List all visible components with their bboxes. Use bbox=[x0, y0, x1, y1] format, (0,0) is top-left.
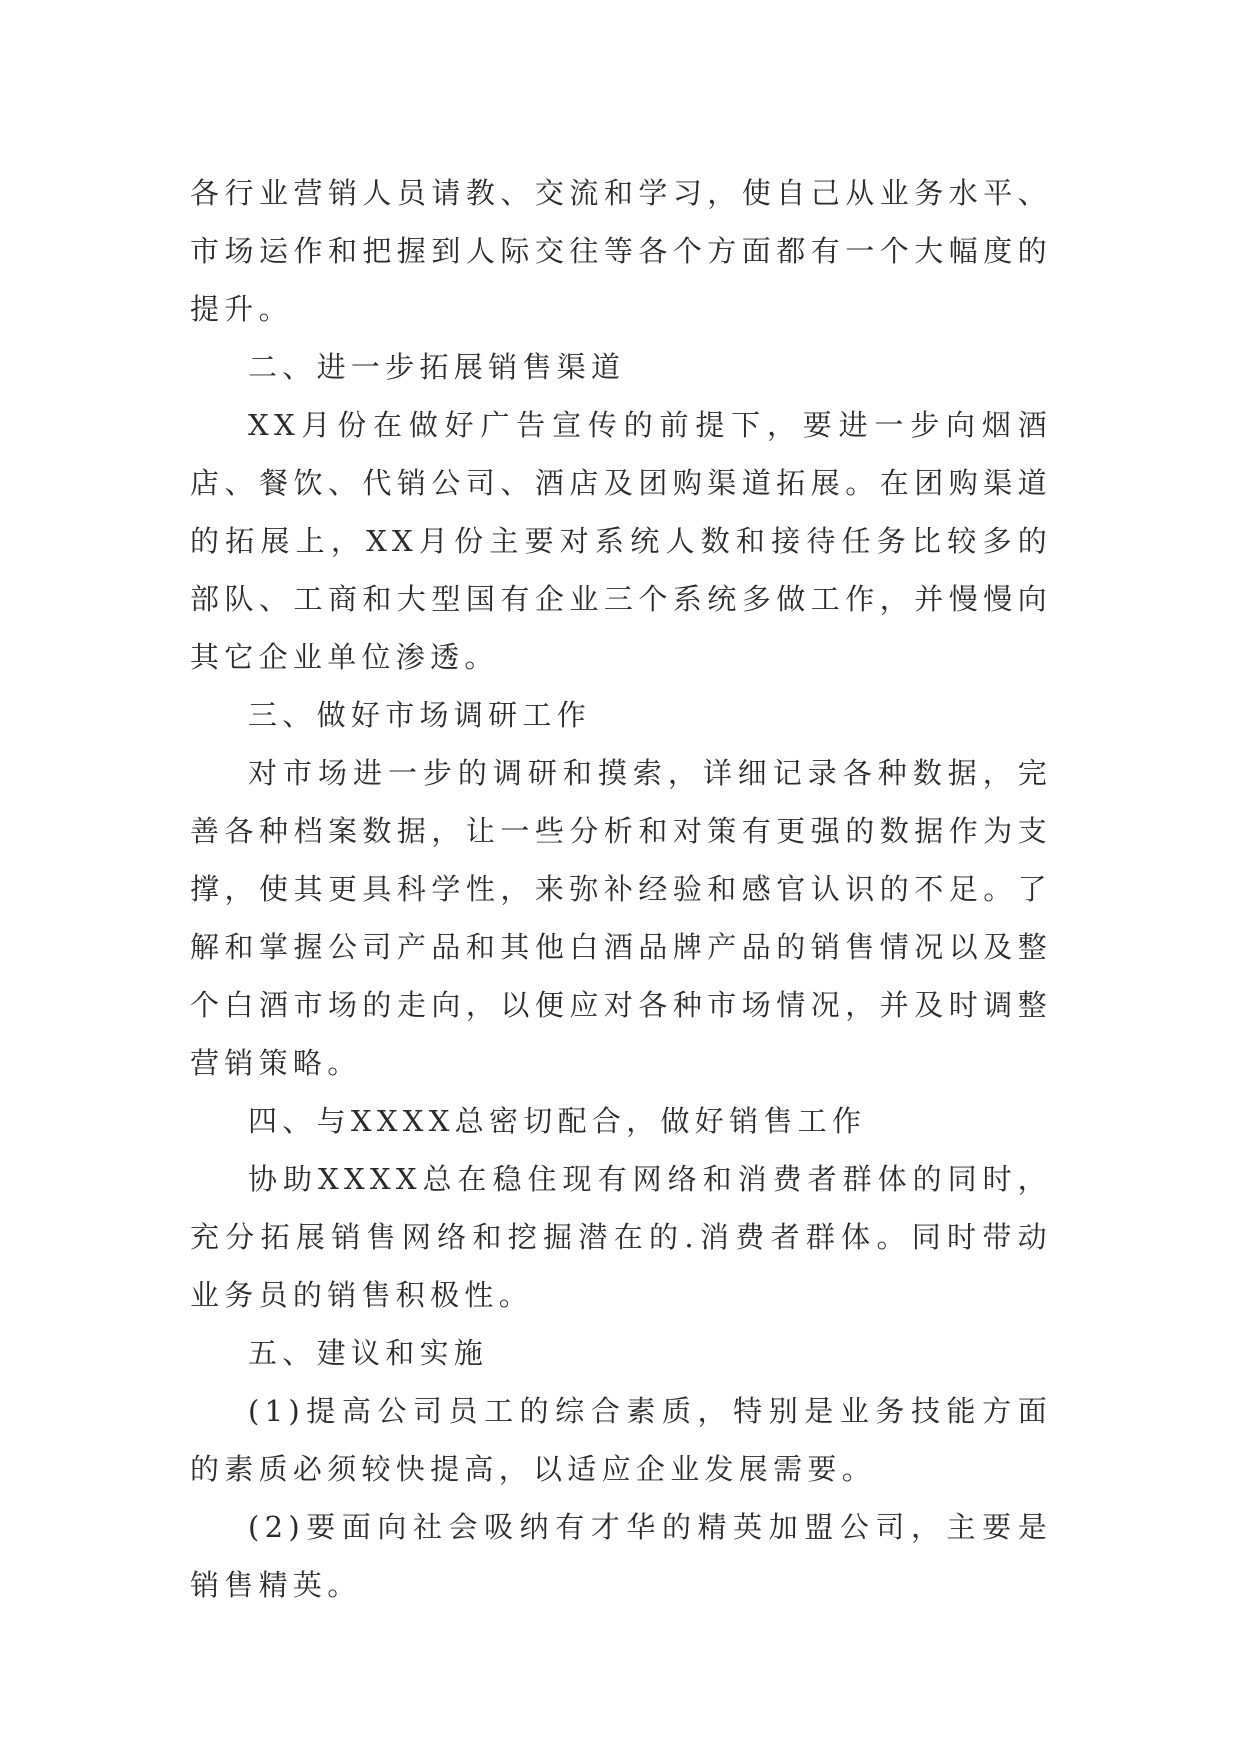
paragraph-sales-channels: XX月份在做好广告宣传的前提下，要进一步向烟酒店、餐饮、代销公司、酒店及团购渠道拓展。在团购渠道的拓展上，XX月份主要对系统人数和接待任务比较多的部队、工商和大型国有企业三个系统多做工作，并慢慢向其它企业单位渗透。 bbox=[190, 408, 1052, 674]
section-heading-2: 二、进一步拓展销售渠道 bbox=[248, 350, 626, 384]
paragraph-suggestion-1: (1)提高公司员工的综合素质，特别是业务技能方面的素质必须较快提高，以适应企业发展需要。 bbox=[190, 1394, 1052, 1486]
section-heading-4: 四、与XXXX总密切配合，做好销售工作 bbox=[248, 1104, 867, 1138]
document-body bbox=[190, 164, 1052, 1614]
paragraph-suggestion-2: (2)要面向社会吸纳有才华的精英加盟公司，主要是销售精英。 bbox=[190, 1510, 1052, 1602]
paragraph-continuation: 各行业营销人员请教、交流和学习，使自己从业务水平、市场运作和把握到人际交往等各个方面都有一个大幅度的提升。 bbox=[190, 176, 1052, 326]
paragraph-market-research: 对市场进一步的调研和摸索，详细记录各种数据，完善各种档案数据，让一些分析和对策有更强的数据作为支撑，使其更具科学性，来弥补经验和感官认识的不足。了解和掌握公司产品和其他白酒品牌产品的销售情况以及整个白酒市场的走向，以便应对各种市场情况，并及时调整营销策略。 bbox=[190, 756, 1052, 1080]
paragraph-cooperation: 协助XXXX总在稳住现有网络和消费者群体的同时，充分拓展销售网络和挖掘潜在的.消费者群体。同时带动业务员的销售积极性。 bbox=[190, 1162, 1052, 1312]
section-heading-5: 五、建议和实施 bbox=[248, 1336, 489, 1370]
section-heading-3: 三、做好市场调研工作 bbox=[248, 698, 592, 732]
